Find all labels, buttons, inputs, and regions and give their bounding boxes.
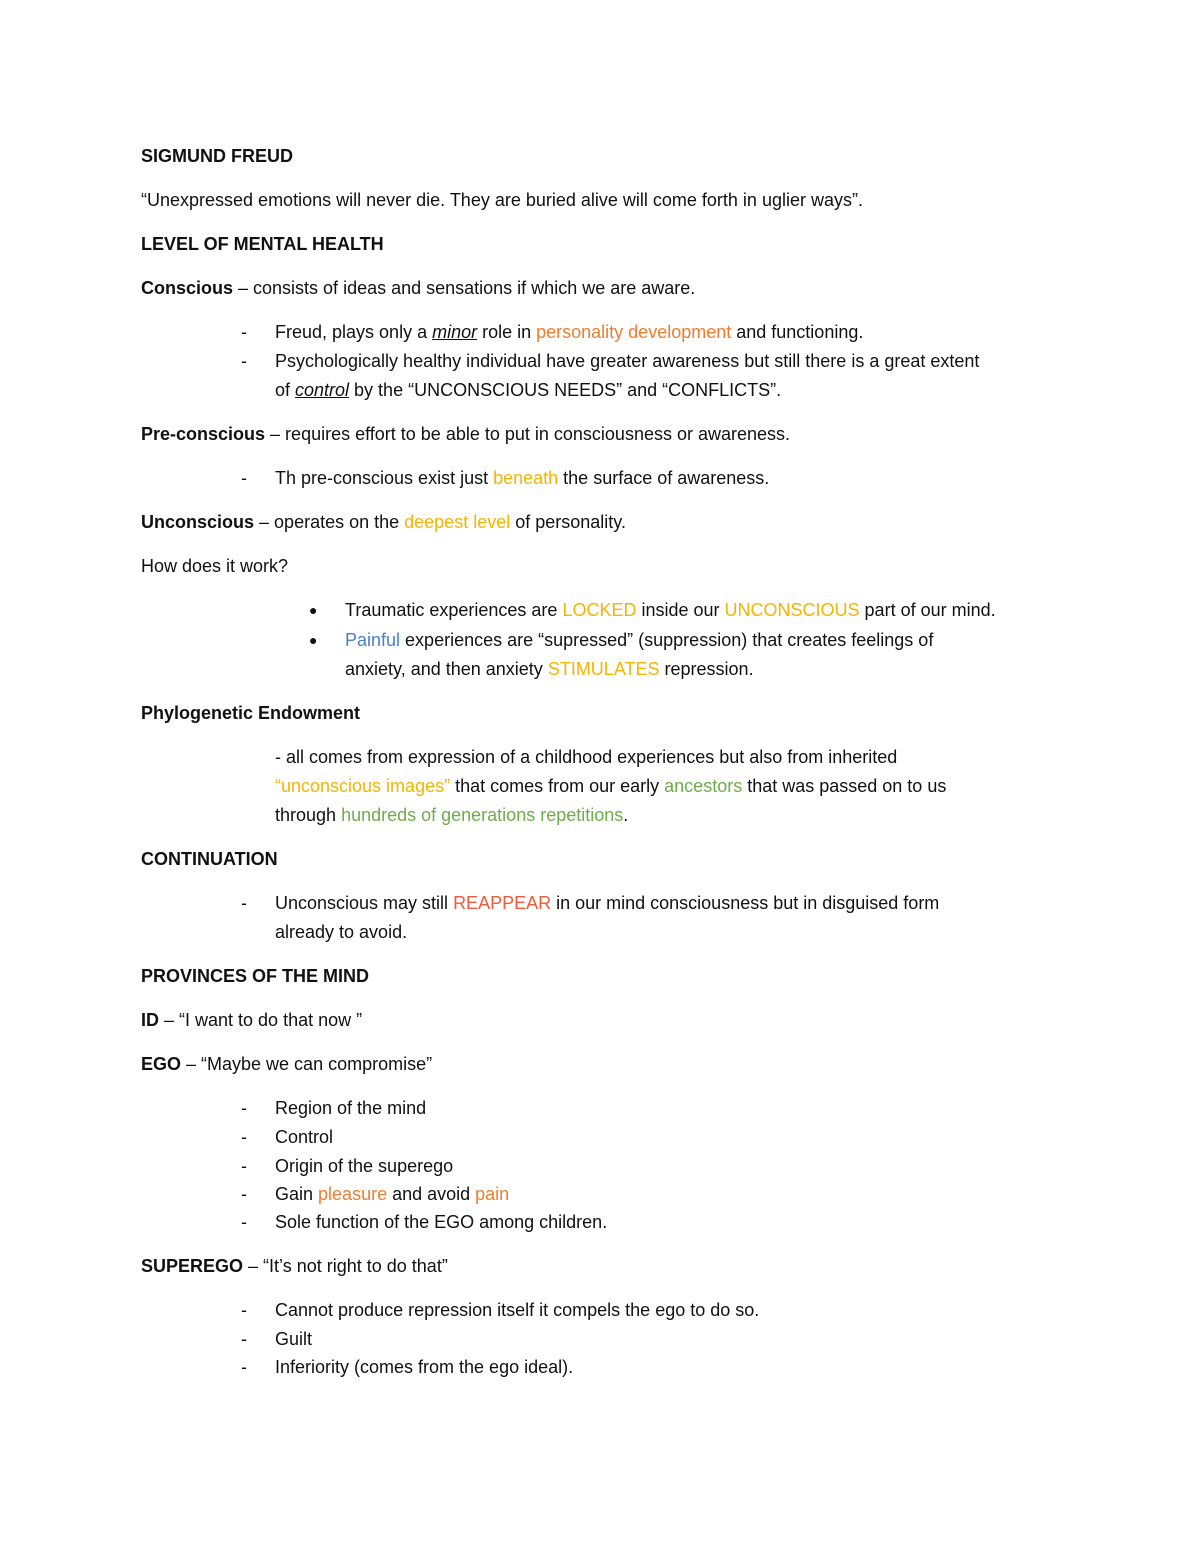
- phylo-line-2: [275, 774, 946, 798]
- dash-marker: -: [241, 1357, 247, 1377]
- text-run: of: [275, 380, 296, 400]
- superego-term: SUPEREGO: [141, 1256, 244, 1276]
- control-word: control: [295, 380, 350, 400]
- freud-quote: “Unexpressed emotions will never die. They are buried alive will come forth in uglier ways”.: [141, 190, 863, 210]
- text-run: that was passed on to us: [742, 776, 947, 796]
- continuation-line-2: already to avoid.: [275, 922, 408, 942]
- superego-item: Guilt: [275, 1329, 313, 1349]
- phylo-line-3: [275, 803, 628, 827]
- locked-highlight: LOCKED: [562, 600, 637, 620]
- text-run: by the “UNCONSCIOUS NEEDS” and “CONFLICTS”.: [349, 380, 782, 400]
- text-run: – “It’s not right to do that”: [243, 1256, 448, 1276]
- conscious-def-text: – consists of ideas and sensations if which we are aware.: [233, 278, 696, 298]
- beneath-highlight: beneath: [493, 468, 559, 488]
- dash-marker: -: [241, 1184, 247, 1204]
- conscious-bullet-2-line1: Psychologically healthy individual have greater awareness but still there is a great extent: [275, 351, 980, 371]
- ego-line: [141, 1052, 432, 1076]
- pain-highlight: pain: [475, 1184, 510, 1204]
- conscious-bullet-1: [275, 320, 863, 344]
- text-run: inside our: [636, 600, 725, 620]
- text-run: – “I want to do that now ”: [159, 1010, 363, 1030]
- deepest-level-highlight: deepest level: [404, 512, 511, 532]
- phylo-line-1: - all comes from expression of a childhood experiences but also from inherited: [275, 747, 898, 767]
- ego-item-sole: Sole function of the EGO among children.: [275, 1212, 608, 1232]
- bullet-marker: ●: [309, 632, 318, 648]
- personality-development-highlight: personality development: [536, 322, 732, 342]
- unconscious-images-highlight: “unconscious images”: [275, 776, 451, 796]
- how-bullet-2-line1: [345, 628, 933, 652]
- text-run: – “Maybe we can compromise”: [181, 1054, 433, 1074]
- continuation-heading: CONTINUATION: [141, 849, 278, 869]
- id-term: ID: [141, 1010, 159, 1030]
- text-run: experiences are “supressed” (suppression) that creates feelings of: [400, 630, 934, 650]
- ego-item: Control: [275, 1127, 334, 1147]
- reappear-highlight: REAPPEAR: [453, 893, 552, 913]
- how-question: How does it work?: [141, 556, 289, 576]
- preconscious-def-text: – requires effort to be able to put in consciousness or awareness.: [265, 424, 791, 444]
- dash-marker: -: [241, 1127, 247, 1147]
- dash-marker: -: [241, 1156, 247, 1176]
- text-run: the surface of awareness.: [558, 468, 770, 488]
- text-run: Th pre-conscious exist just: [275, 468, 494, 488]
- pleasure-highlight: pleasure: [318, 1184, 388, 1204]
- conscious-bullet-2-line2: [275, 378, 781, 402]
- text-run: – operates on the: [254, 512, 405, 532]
- painful-highlight: Painful: [345, 630, 401, 650]
- ancestors-highlight: ancestors: [664, 776, 743, 796]
- conscious-definition: [141, 276, 695, 300]
- text-run: through: [275, 805, 342, 825]
- text-run: Freud, plays only a: [275, 322, 433, 342]
- text-run: role in: [477, 322, 537, 342]
- text-run: .: [623, 805, 629, 825]
- text-run: and functioning.: [731, 322, 864, 342]
- bullet-marker: ●: [309, 602, 318, 618]
- provinces-heading: PROVINCES OF THE MIND: [141, 966, 370, 986]
- text-run: that comes from our early: [450, 776, 665, 796]
- unconscious-term: Unconscious: [141, 512, 255, 532]
- text-run: Unconscious may still: [275, 893, 454, 913]
- ego-item: Region of the mind: [275, 1098, 427, 1118]
- ego-term: EGO: [141, 1054, 182, 1074]
- id-line: [141, 1008, 362, 1032]
- text-run: anxiety, and then anxiety: [345, 659, 548, 679]
- level-heading: LEVEL OF MENTAL HEALTH: [141, 234, 384, 254]
- text-run: repression.: [659, 659, 754, 679]
- preconscious-bullet-1: [275, 466, 769, 490]
- text-run: Traumatic experiences are: [345, 600, 563, 620]
- ego-item-gain: [275, 1182, 509, 1206]
- superego-item: Cannot produce repression itself it compels the ego to do so.: [275, 1300, 760, 1320]
- generations-highlight: hundreds of generations repetitions: [341, 805, 624, 825]
- text-run: Gain: [275, 1184, 319, 1204]
- unconscious-definition: [141, 510, 626, 534]
- continuation-line-1: [275, 891, 939, 915]
- preconscious-term: Pre-conscious: [141, 424, 266, 444]
- text-run: in our mind consciousness but in disguised form: [551, 893, 940, 913]
- phylo-heading: Phylogenetic Endowment: [141, 703, 361, 723]
- dash-marker: -: [241, 1212, 247, 1232]
- preconscious-definition: [141, 422, 790, 446]
- dash-marker: -: [241, 1300, 247, 1320]
- superego-line: [141, 1254, 448, 1278]
- how-bullet-2-line2: [345, 657, 754, 681]
- dash-marker: -: [241, 468, 247, 488]
- text-run: of personality.: [510, 512, 626, 532]
- how-bullet-1: [345, 598, 996, 622]
- dash-marker: -: [241, 1329, 247, 1349]
- superego-item: Inferiority (comes from the ego ideal).: [275, 1357, 574, 1377]
- dash-marker: -: [241, 322, 247, 342]
- unconscious-highlight: UNCONSCIOUS: [724, 600, 860, 620]
- ego-item: Origin of the superego: [275, 1156, 454, 1176]
- text-run: part of our mind.: [859, 600, 996, 620]
- conscious-term: Conscious: [141, 278, 234, 298]
- dash-marker: -: [241, 1098, 247, 1118]
- stimulates-highlight: STIMULATES: [547, 659, 660, 679]
- dash-marker: -: [241, 351, 247, 371]
- document-title: SIGMUND FREUD: [141, 146, 293, 166]
- minor-word: minor: [432, 322, 478, 342]
- text-run: and avoid: [387, 1184, 476, 1204]
- dash-marker: -: [241, 893, 247, 913]
